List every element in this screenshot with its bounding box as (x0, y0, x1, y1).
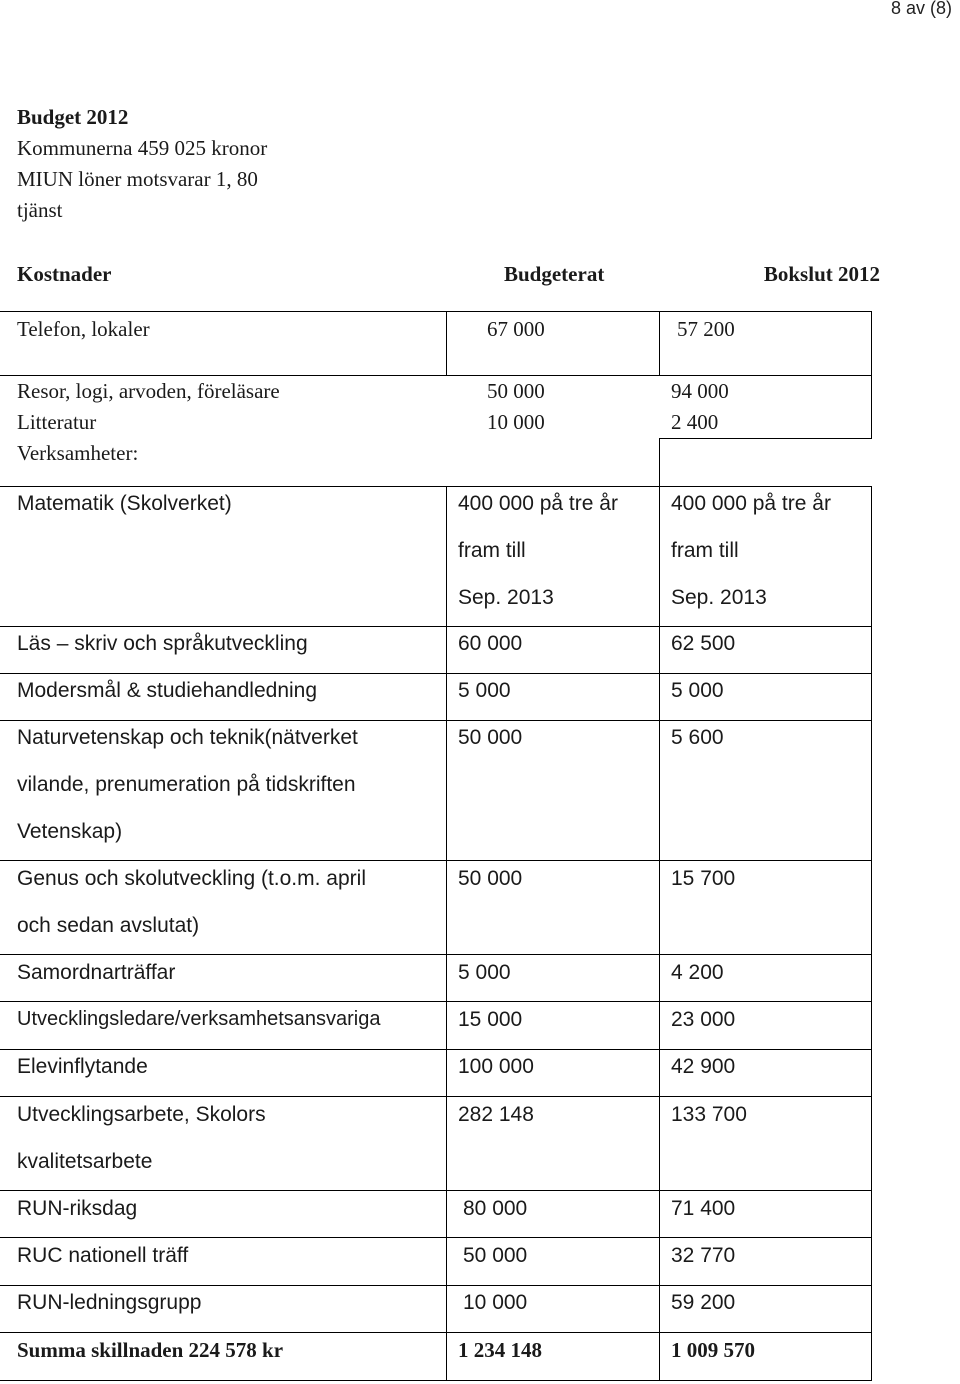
table-row (0, 1043, 960, 1090)
summary-budget: 1 234 148 (458, 1338, 542, 1362)
budget-value: 15 000 (458, 1008, 523, 1031)
actual-value: 42 900 (671, 1055, 736, 1078)
table-row (0, 1279, 960, 1326)
actual-value: 71 400 (671, 1197, 736, 1220)
cost-label: Utvecklingsledare/verksamhetsansvariga (17, 1008, 381, 1030)
table-row (0, 949, 960, 996)
actual-value: 57 200 (677, 317, 735, 341)
cost-label: Matematik (Skolverket) (17, 492, 232, 515)
cost-label: Litteratur (17, 410, 97, 434)
budget-value: 50 000 (458, 726, 523, 749)
label-line: Genus och skolutveckling (t.o.m. april (17, 867, 366, 890)
budget-value: 10 000 (463, 1291, 528, 1314)
actual-value: 5 600 (671, 726, 724, 749)
budget-line: fram till (458, 539, 526, 562)
intro-line: tjänst (17, 198, 63, 222)
actual-value: 4 200 (671, 961, 724, 984)
budget-value: 5 000 (458, 679, 511, 702)
actual-value: 15 700 (671, 867, 736, 890)
table-row (0, 667, 960, 714)
table-row (0, 714, 960, 855)
label-line: kvalitetsarbete (17, 1150, 153, 1173)
budget-value: 50 000 (458, 867, 523, 890)
budget-title: Budget 2012 (17, 105, 129, 129)
actual-value: 62 500 (671, 632, 736, 655)
budget-line: Sep. 2013 (458, 586, 554, 609)
intro-block (17, 102, 267, 226)
budget-value: 282 148 (458, 1103, 534, 1126)
label-line: Utvecklingsarbete, Skolors (17, 1103, 266, 1126)
actual-value: 2 400 (671, 410, 719, 434)
table-row (0, 855, 960, 949)
label-line: Naturvetenskap och teknik(nätverket (17, 726, 358, 749)
header-budget: Budgeterat (504, 262, 605, 286)
cost-label: RUC nationell träff (17, 1244, 189, 1267)
cost-label (17, 714, 358, 855)
table-row (0, 480, 960, 620)
page-number: 8 av (8) (890, 0, 952, 18)
actual-line: Sep. 2013 (671, 586, 767, 609)
budget-value: 80 000 (463, 1197, 528, 1220)
budget-line: 400 000 på tre år (458, 492, 618, 515)
summary-label: Summa skillnaden 224 578 kr (17, 1338, 284, 1362)
cost-label: Modersmål & studiehandledning (17, 679, 318, 702)
actual-value: 32 770 (671, 1244, 736, 1267)
cost-label: Läs – skriv och språkutveckling (17, 632, 308, 655)
budget-value: 60 000 (458, 632, 523, 655)
table-row (0, 312, 960, 352)
cost-label: Elevinflytande (17, 1055, 148, 1078)
budget-value: 5 000 (458, 961, 511, 984)
table-row (0, 438, 960, 469)
actual-value: 133 700 (671, 1103, 747, 1126)
budget-value: 100 000 (458, 1055, 534, 1078)
actual-value: 23 000 (671, 1008, 736, 1031)
cost-label: RUN-ledningsgrupp (17, 1291, 202, 1314)
actual-value: 94 000 (671, 379, 729, 403)
budget-value: 10 000 (487, 410, 545, 434)
cost-label: Samordnarträffar (17, 961, 176, 984)
cost-label (17, 1091, 266, 1185)
header-actual: Bokslut 2012 (763, 262, 880, 286)
table-row (0, 407, 960, 438)
intro-line: Kommunerna 459 025 kronor (17, 136, 268, 160)
cost-label: Resor, logi, arvoden, föreläsare (17, 379, 280, 403)
table-row (0, 620, 960, 667)
grid-line (0, 1380, 872, 1381)
table-row (0, 1185, 960, 1232)
intro-line: MIUN löner motsvarar 1, 80 (17, 167, 258, 191)
label-line: vilande, prenumeration på tidskriften (17, 773, 356, 796)
section-label: Verksamheter: (17, 441, 139, 465)
budget-value: 50 000 (463, 1244, 528, 1267)
summary-actual: 1 009 570 (671, 1338, 755, 1362)
budget-value: 67 000 (487, 317, 545, 341)
budget-value (458, 480, 618, 621)
table-row (0, 996, 960, 1043)
actual-line: fram till (671, 539, 739, 562)
label-line: och sedan avslutat) (17, 914, 200, 937)
actual-value: 5 000 (671, 679, 724, 702)
table-row (0, 1091, 960, 1185)
cost-label: Telefon, lokaler (17, 317, 150, 341)
table-row (0, 1232, 960, 1279)
cost-label (17, 855, 366, 949)
actual-value: 59 200 (671, 1291, 736, 1314)
cost-label: RUN-riksdag (17, 1197, 138, 1220)
actual-value (671, 480, 831, 621)
budget-value: 50 000 (487, 379, 545, 403)
header-cost: Kostnader (17, 262, 112, 286)
summary-row (0, 1327, 960, 1374)
table-row (0, 376, 960, 407)
actual-line: 400 000 på tre år (671, 492, 831, 515)
label-line: Vetenskap) (17, 820, 123, 843)
